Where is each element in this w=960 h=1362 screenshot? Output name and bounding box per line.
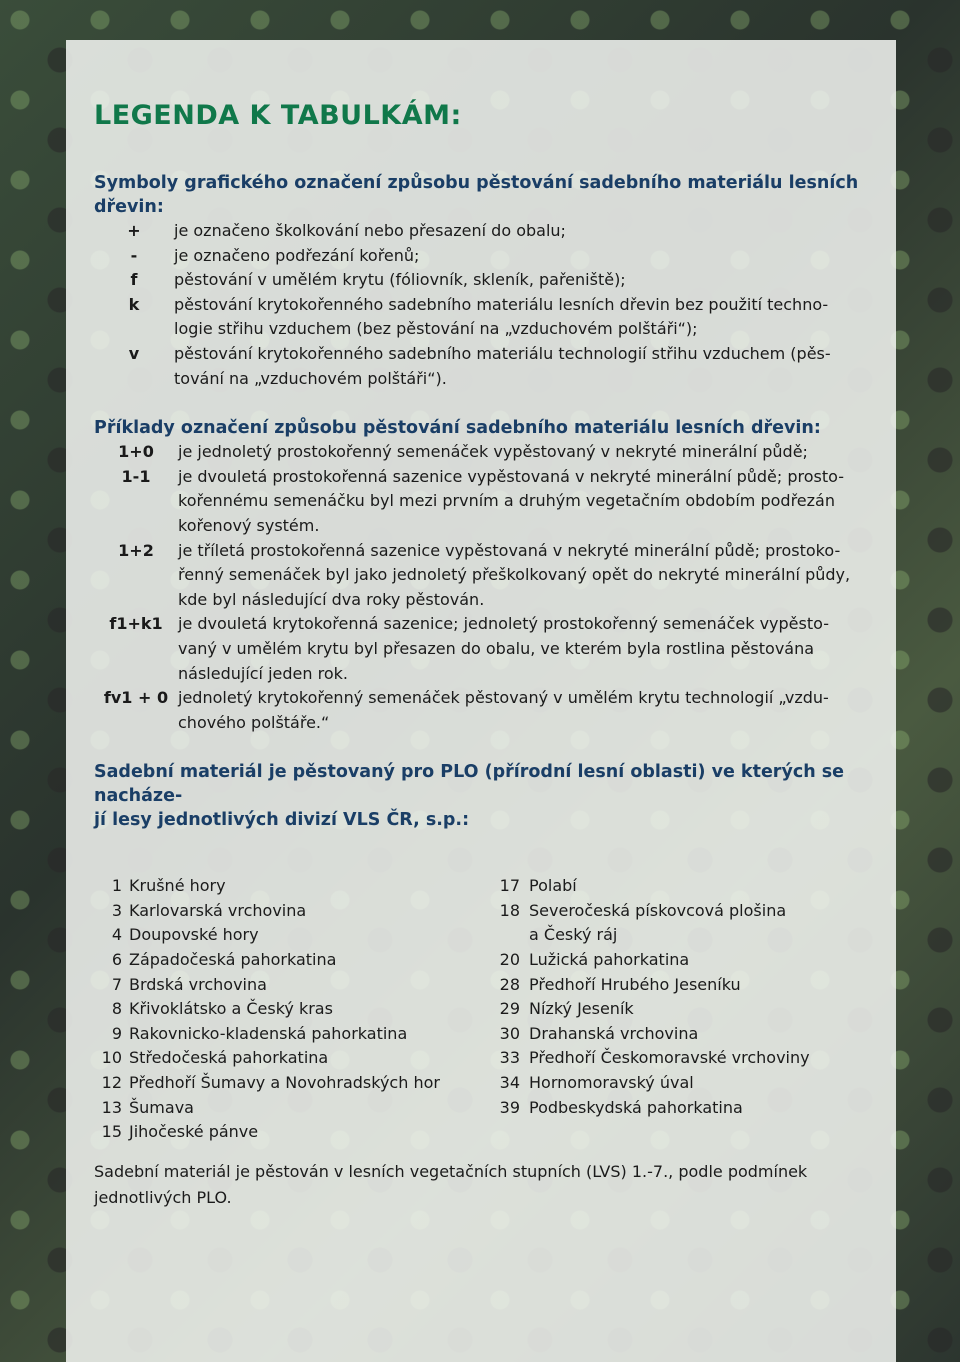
region-item xyxy=(480,1071,866,1096)
region-name: Šumava xyxy=(129,1097,194,1117)
region-item xyxy=(94,874,480,899)
region-name: Karlovarská vrchovina xyxy=(129,900,307,920)
region-number: 33 xyxy=(499,1048,520,1068)
region-name: Křivoklátsko a Český kras xyxy=(129,999,333,1019)
symbols-heading: Symboly grafického označení způsobu pěstování sadebního materiálu lesních dřevin: xyxy=(94,173,859,217)
region-name: Jihočeské pánve xyxy=(129,1122,259,1142)
regions-list xyxy=(94,874,866,1145)
region-number: 6 xyxy=(111,950,122,970)
region-number: 10 xyxy=(101,1048,122,1068)
region-name: Nízký Jeseník xyxy=(529,999,634,1019)
region-item xyxy=(94,997,480,1022)
region-item xyxy=(94,973,480,998)
region-item xyxy=(94,948,480,973)
region-name: Lužická pahorkatina xyxy=(529,950,690,970)
examples-heading: Příklady označení způsobu pěstování sadebního materiálu lesních dřevin: xyxy=(94,418,821,439)
regions-column-left xyxy=(94,874,480,1145)
regions-column-right xyxy=(480,874,866,1145)
region-name: Hornomoravský úval xyxy=(529,1073,694,1093)
symbol-code: k xyxy=(128,294,140,314)
region-number: 17 xyxy=(499,876,520,896)
symbols-list xyxy=(94,219,866,391)
region-number: 30 xyxy=(499,1023,520,1043)
symbol-code: + xyxy=(127,221,141,240)
example-code: fv1 + 0 xyxy=(103,688,169,708)
region-number: 29 xyxy=(499,999,520,1019)
symbol-row xyxy=(94,342,866,391)
region-item xyxy=(480,1022,866,1047)
symbol-code: v xyxy=(128,343,140,363)
region-number: 3 xyxy=(111,900,122,920)
region-name: Brdská vrchovina xyxy=(129,974,267,994)
region-item xyxy=(94,1071,480,1096)
region-item xyxy=(94,923,480,948)
footer-note: Sadební materiál je pěstován v lesních vegetačních stupních (LVS) 1.-7., podle podmínek jednotlivých PLO. xyxy=(94,1161,808,1207)
example-description: je jednoletý prostokořenný semenáček vypěstovaný v nekryté minerální půdě; xyxy=(178,442,808,462)
region-name: Doupovské hory xyxy=(129,925,259,945)
example-row xyxy=(94,440,866,465)
region-name: Severočeská pískovcová plošina a Český ráj xyxy=(529,900,787,945)
example-code: f1+k1 xyxy=(109,614,163,634)
symbol-description: pěstování krytokořenného sadebního materiálu lesních dřevin bez použití techno- logie střihu vzduchem (bez pěstování na „vzduchovém polštáři“); xyxy=(174,294,829,339)
region-name: Drahanská vrchovina xyxy=(529,1023,699,1043)
region-item xyxy=(94,899,480,924)
region-item xyxy=(480,973,866,998)
region-name: Předhoří Šumavy a Novohradských hor xyxy=(129,1073,440,1093)
region-number: 7 xyxy=(111,974,122,994)
region-name: Předhoří Českomoravské vrchoviny xyxy=(529,1048,810,1068)
region-number: 15 xyxy=(101,1122,122,1142)
region-item xyxy=(480,1046,866,1071)
symbol-row xyxy=(94,293,866,342)
examples-list xyxy=(94,440,866,735)
region-number: 12 xyxy=(101,1073,122,1093)
example-description: jednoletý krytokořenný semenáček pěstovaný v umělém krytu technologií „vzdu- chového polštáře.“ xyxy=(178,688,829,732)
example-row xyxy=(94,465,866,539)
example-code: 1-1 xyxy=(121,466,151,486)
example-description: je dvouletá krytokořenná sazenice; jednoletý prostokořenný semenáček vypěsto- vaný v umělém krytu byl přesazen do obalu, ve kterém byla rostlina pěstována následující jeden rok. xyxy=(178,614,829,683)
region-item xyxy=(480,948,866,973)
region-name: Předhoří Hrubého Jeseníku xyxy=(529,974,741,994)
region-number: 9 xyxy=(111,1023,122,1043)
region-number: 39 xyxy=(499,1097,520,1117)
region-item xyxy=(94,1120,480,1145)
region-name: Středočeská pahorkatina xyxy=(129,1048,329,1068)
region-number: 28 xyxy=(499,974,520,994)
region-number: 8 xyxy=(111,999,122,1019)
region-item xyxy=(94,1096,480,1121)
region-name: Krušné hory xyxy=(129,876,226,896)
symbol-description: pěstování v umělém krytu (fóliovník, skleník, pařeniště); xyxy=(174,270,626,290)
region-item xyxy=(480,1096,866,1121)
symbol-row xyxy=(94,268,866,293)
region-number: 4 xyxy=(111,925,122,945)
region-name: Západočeská pahorkatina xyxy=(129,950,337,970)
example-description: je tříletá prostokořenná sazenice vypěstovaná v nekryté minerální půdě; prostoko- řenný semenáček byl jako jednoletý přeškolkovaný opět do nekryté minerální půdy, kde byl následující dva roky pěstován. xyxy=(178,540,851,609)
page-title: LEGENDA K TABULKÁM: xyxy=(94,100,462,131)
symbol-code: - xyxy=(130,245,138,265)
region-item xyxy=(480,874,866,899)
region-number: 13 xyxy=(101,1097,122,1117)
symbol-description: je označeno podřezání kořenů; xyxy=(174,245,420,265)
region-number: 1 xyxy=(111,876,122,896)
region-item xyxy=(94,1022,480,1047)
region-item xyxy=(94,1046,480,1071)
symbol-row xyxy=(94,244,866,269)
region-name: Rakovnicko-kladenská pahorkatina xyxy=(129,1023,408,1043)
symbol-row xyxy=(94,219,866,244)
region-number: 20 xyxy=(499,950,520,970)
example-row xyxy=(94,539,866,613)
symbol-code: f xyxy=(130,270,138,290)
example-description: je dvouletá prostokořenná sazenice vypěstovaná v nekryté minerální půdě; prosto- kořennému semenáčku byl mezi prvním a druhým vegetačním obdobím podřezán kořenový systém. xyxy=(178,466,844,535)
symbol-description: pěstování krytokořenného sadebního materiálu technologií střihu vzduchem (pěs- tování na „vzduchovém polštáři“). xyxy=(174,343,831,388)
region-number: 18 xyxy=(499,900,520,920)
symbol-description: je označeno školkování nebo přesazení do obalu; xyxy=(174,221,566,240)
example-code: 1+2 xyxy=(118,540,154,560)
region-item xyxy=(480,899,866,948)
region-name: Polabí xyxy=(529,876,577,896)
example-row xyxy=(94,686,866,735)
region-item xyxy=(480,997,866,1022)
regions-heading: Sadební materiál je pěstovaný pro PLO (přírodní lesní oblasti) ve kterých se nacháze- jí lesy jednotlivých divizí VLS ČR, s.p.: xyxy=(94,762,845,831)
region-number: 34 xyxy=(499,1073,520,1093)
region-name: Podbeskydská pahorkatina xyxy=(529,1097,743,1117)
document-content xyxy=(94,100,866,1211)
example-code: 1+0 xyxy=(118,442,154,462)
example-row xyxy=(94,612,866,686)
